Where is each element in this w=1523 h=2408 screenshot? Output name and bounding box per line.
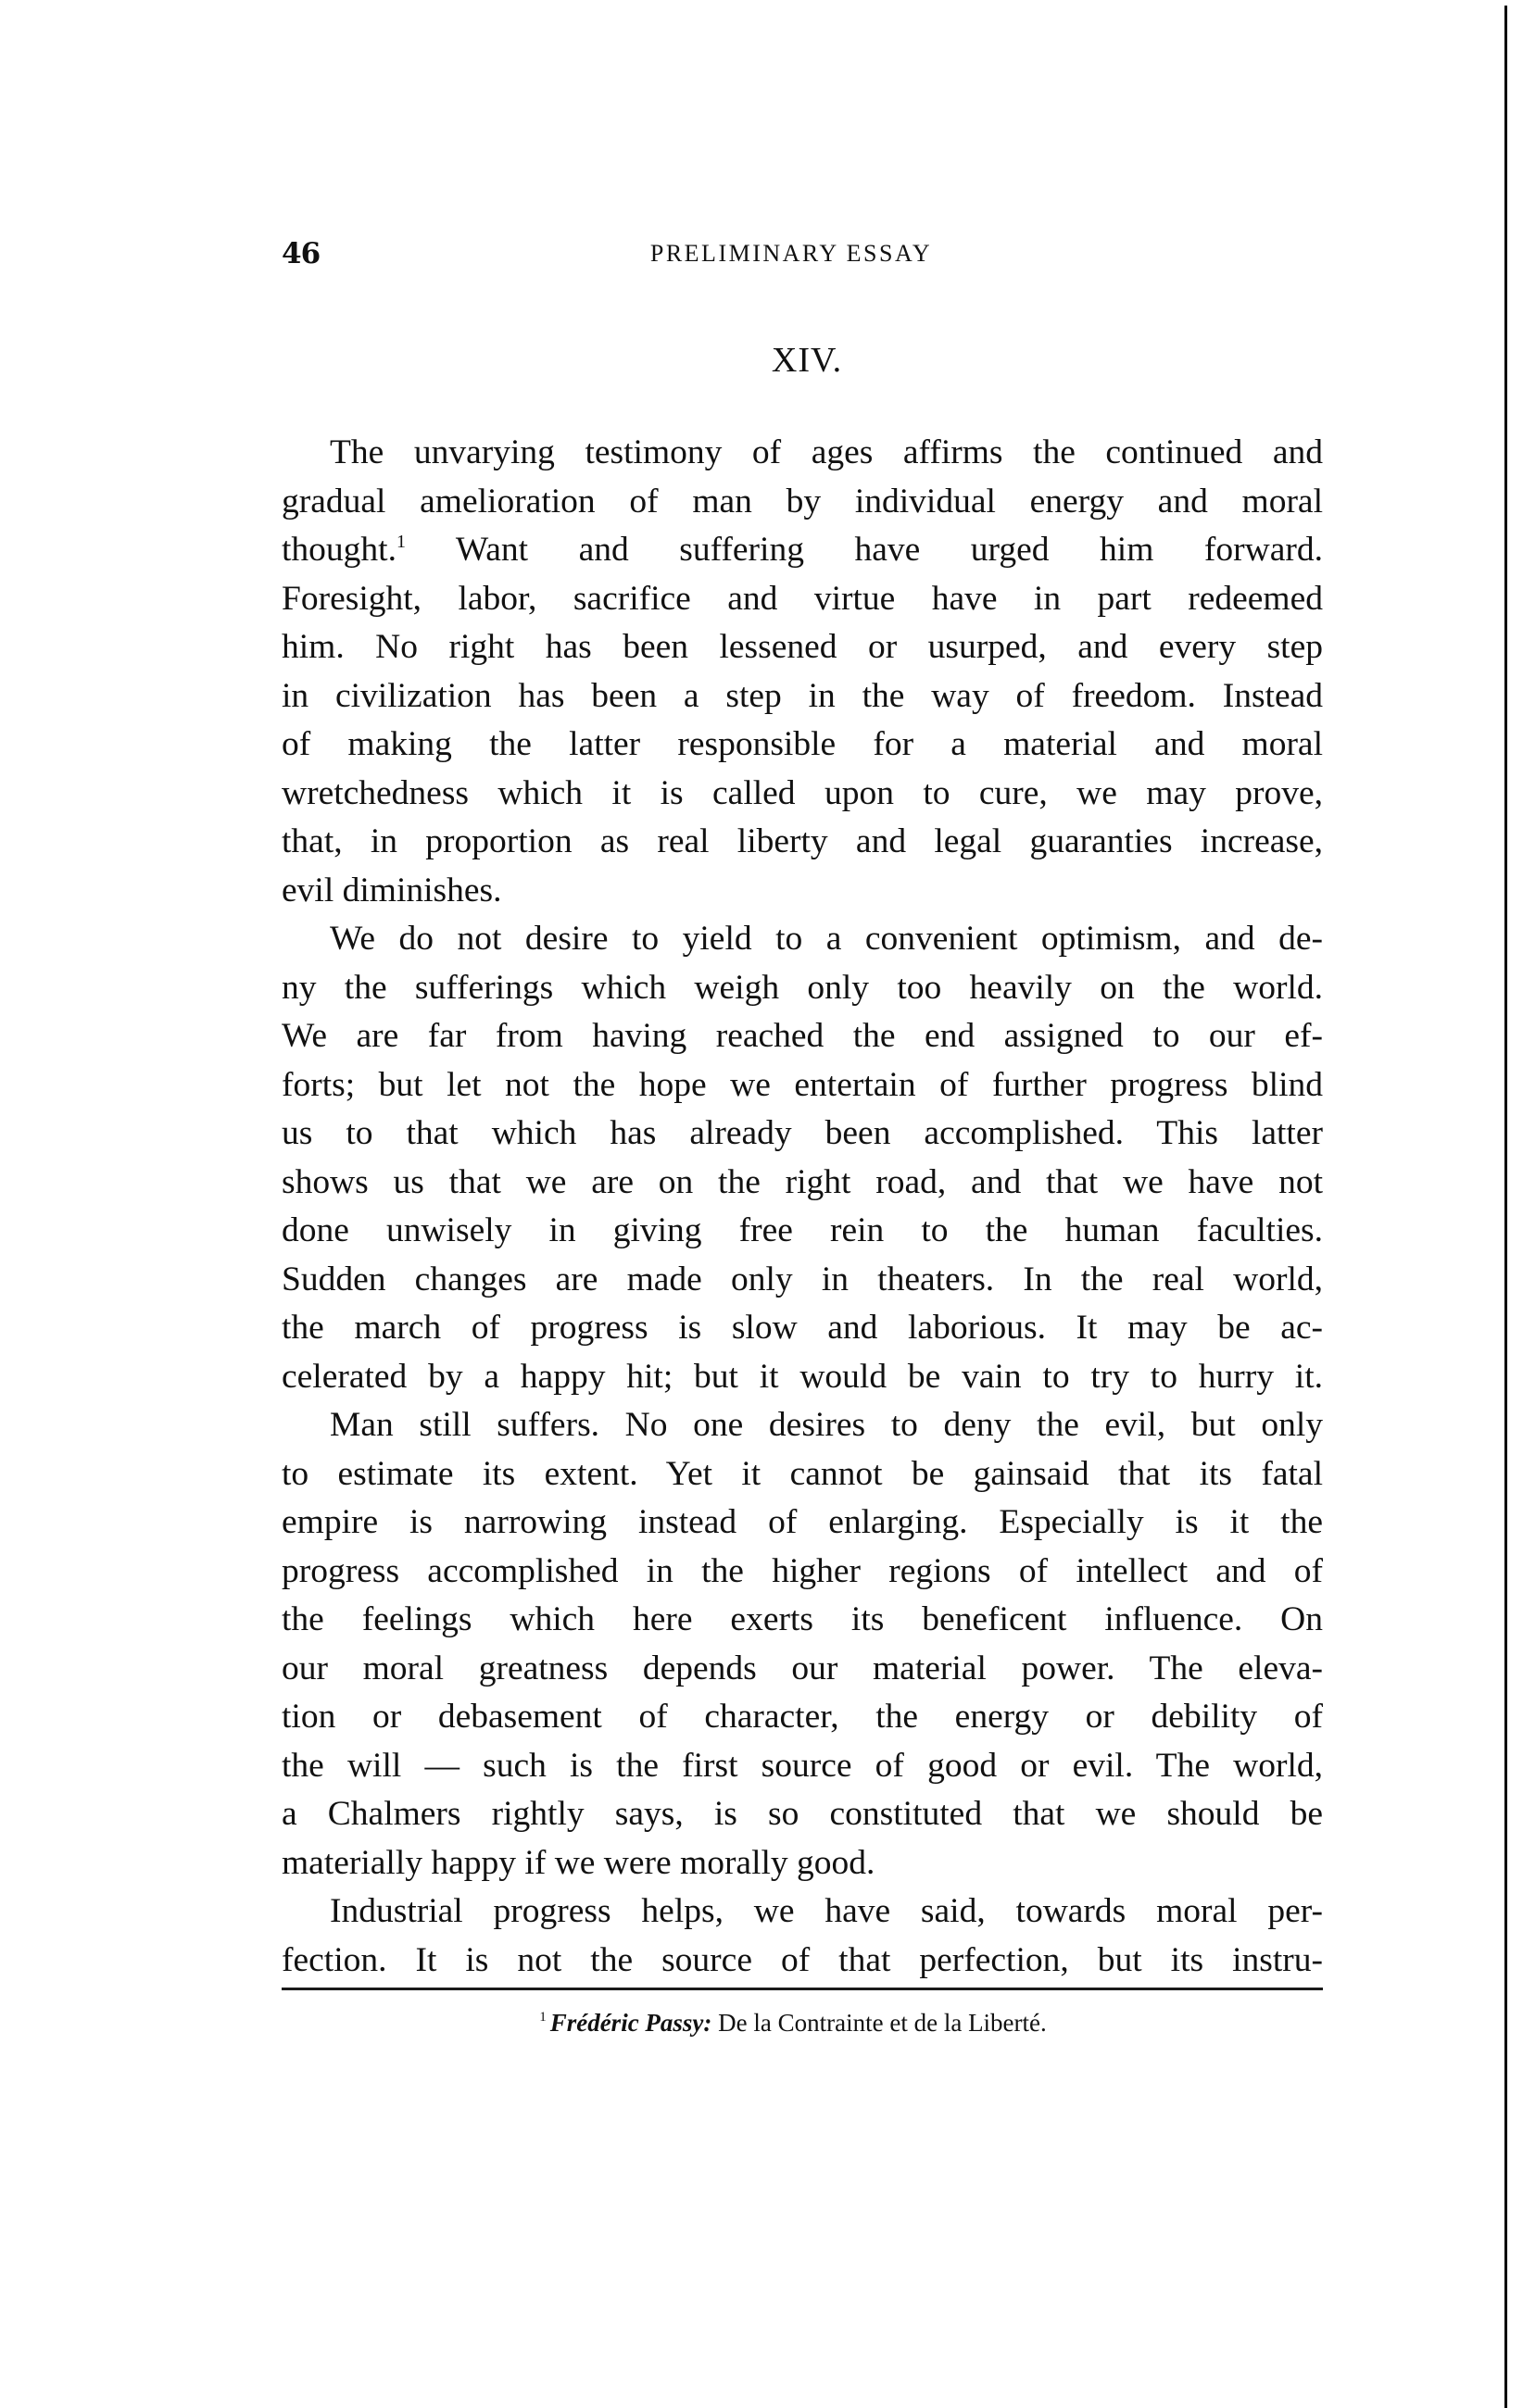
- line-text: done unwisely in giving free rein to the human faculties.: [282, 1211, 1323, 1249]
- text-line: [282, 1012, 1323, 1061]
- line-text: progress accomplished in the higher regions of intellect and of: [282, 1551, 1323, 1590]
- text-line: [282, 1499, 1323, 1548]
- text-line: [282, 915, 1323, 964]
- text-line: [282, 770, 1323, 819]
- line-text: that, in proportion as real liberty and legal guaranties increase,: [282, 822, 1323, 860]
- footnote-marker: 1: [539, 2010, 547, 2025]
- footnote-title: De la Contrainte et de la Liberté.: [718, 2009, 1047, 2037]
- line-text: The unvarying testimony of ages affirms the continued and: [330, 433, 1323, 471]
- text-line: [282, 526, 1323, 575]
- text-line: [282, 623, 1323, 672]
- line-text: of making the latter responsible for a material and moral: [282, 725, 1323, 763]
- text-line: [282, 1256, 1323, 1305]
- page-number: 46: [282, 237, 321, 270]
- text-line: [282, 1937, 1323, 1986]
- line-text: ny the sufferings which weigh only too heavily on the world.: [282, 968, 1323, 1007]
- text-line: [282, 1353, 1323, 1402]
- line-text: the march of progress is slow and laborious. It may be ac-: [282, 1309, 1323, 1347]
- line-text: celerated by a happy hit; but it would be vain to try to hurry it.: [282, 1357, 1323, 1396]
- text-line: [282, 1742, 1323, 1791]
- line-text: materially happy if we were morally good.: [282, 1843, 875, 1882]
- line-text: Industrial progress helps, we have said, towards moral per-: [330, 1892, 1323, 1930]
- line-text: shows us that we are on the right road, and that we have not: [282, 1162, 1323, 1201]
- line-text: us to that which has already been accomplished. This latter: [282, 1114, 1323, 1152]
- line-text: wretchedness which it is called upon to cure, we may prove,: [282, 773, 1323, 812]
- text-line: [282, 1596, 1323, 1645]
- line-text: to estimate its extent. Yet it cannot be gainsaid that its fatal: [282, 1454, 1323, 1493]
- section-heading: XIV.: [771, 341, 843, 380]
- text-line: [282, 1645, 1323, 1694]
- text-line: [282, 818, 1323, 867]
- line-text: him. No right has been lessened or usurped, and every step: [282, 628, 1323, 666]
- running-head: [282, 235, 1323, 272]
- line-text: in civilization has been a step in the way of freedom. Instead: [282, 676, 1323, 715]
- text-line: [282, 1401, 1323, 1450]
- line-text: We do not desire to yield to a convenient optimism, and de-: [330, 920, 1323, 958]
- text-line: [282, 1207, 1323, 1256]
- text-line: [282, 1839, 1323, 1888]
- line-text: tion or debasement of character, the energy or debility of: [282, 1698, 1323, 1736]
- line-text: gradual amelioration of man by individual energy and moral: [282, 482, 1323, 520]
- line-text: We are far from having reached the end assigned to our ef-: [282, 1017, 1323, 1055]
- footnote-rule: [282, 1988, 1323, 1990]
- page-edge-line: [1504, 6, 1507, 2408]
- line-text: our moral greatness depends our material power. The eleva-: [282, 1649, 1323, 1687]
- footnote: [282, 2004, 1323, 2041]
- line-text: thought.: [282, 531, 396, 569]
- line-text: empire is narrowing instead of enlarging. Especially is it the: [282, 1503, 1323, 1541]
- text-line: [282, 672, 1323, 721]
- text-line: [282, 478, 1323, 527]
- text-line: [282, 1450, 1323, 1499]
- line-text: Man still suffers. No one desires to deny the evil, but only: [330, 1406, 1323, 1444]
- text-line: [282, 1888, 1323, 1937]
- text-line: [282, 1061, 1323, 1110]
- footnote-reference: 1: [396, 532, 406, 552]
- text-line: [282, 1159, 1323, 1208]
- line-text: the feelings which here exerts its beneficent influence. On: [282, 1600, 1323, 1638]
- line-text: fection. It is not the source of that perfection, but its instru-: [282, 1940, 1323, 1979]
- footnote-author: Frédéric Passy:: [549, 2009, 712, 2037]
- line-text: Foresight, labor, sacrifice and virtue have in part redeemed: [282, 579, 1323, 618]
- text-line: [282, 1304, 1323, 1353]
- line-text: a Chalmers rightly says, is so constituted that we should be: [282, 1795, 1323, 1833]
- body-text: [282, 429, 1323, 1985]
- text-line: [282, 964, 1323, 1013]
- text-line: [282, 1693, 1323, 1742]
- text-line: [282, 1790, 1323, 1839]
- line-text: evil diminishes.: [282, 871, 502, 909]
- line-text: Sudden changes are made only in theaters. In the real world,: [282, 1260, 1323, 1298]
- text-line: [282, 429, 1323, 478]
- text-line: [282, 575, 1323, 624]
- line-text: the will — such is the first source of good or evil. The world,: [282, 1746, 1323, 1785]
- text-line: [282, 867, 1323, 916]
- text-line: [282, 721, 1323, 770]
- line-text-continued: Want and suffering have urged him forward.: [405, 531, 1323, 569]
- text-line: [282, 1110, 1323, 1159]
- line-text: forts; but let not the hope we entertain of further progress blind: [282, 1065, 1323, 1104]
- running-title: PRELIMINARY ESSAY: [649, 240, 933, 267]
- text-line: [282, 1548, 1323, 1597]
